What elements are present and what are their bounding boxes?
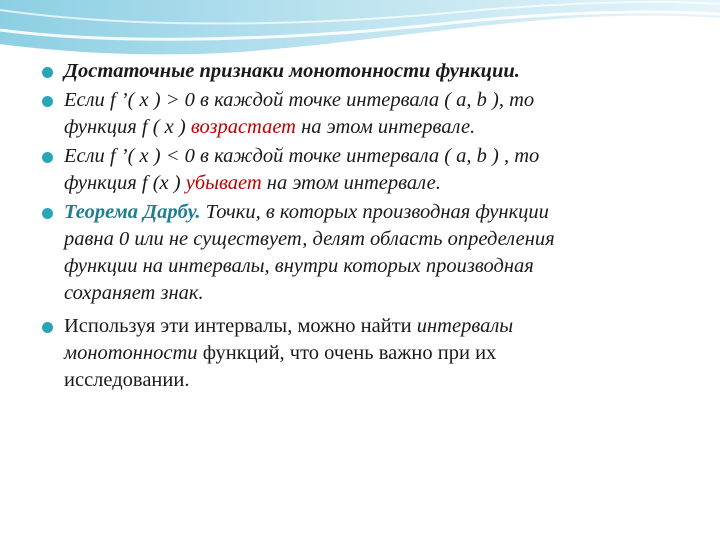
text-segment: на этом интервале. xyxy=(261,172,441,194)
text-segment: Точки, в которых производная функции xyxy=(200,201,549,223)
text-segment: на этом интервале. xyxy=(296,116,476,138)
bullet-icon xyxy=(42,208,53,219)
emphasis-text: интервалы xyxy=(416,315,514,337)
bullet-icon xyxy=(42,152,53,163)
highlight-decreasing: убывает xyxy=(180,172,262,194)
list-item xyxy=(42,58,682,85)
text-line: исследовании. xyxy=(64,369,190,391)
bullet-list xyxy=(42,58,682,396)
bullet-icon xyxy=(42,67,53,78)
text-segment: функция xyxy=(64,116,142,138)
formula: f ’( x ) > 0 xyxy=(109,89,195,111)
list-item xyxy=(42,143,682,197)
bullet-icon xyxy=(42,96,53,107)
list-item xyxy=(42,199,682,307)
text-segment: Используя эти интервалы, можно найти xyxy=(64,315,417,337)
text-line: сохраняет знак. xyxy=(64,282,204,304)
formula: f ( x ) xyxy=(141,116,186,138)
list-item xyxy=(42,313,682,394)
text-segment: функций, что очень важно при их xyxy=(197,342,497,364)
emphasis-text: монотонности xyxy=(64,342,198,364)
text-segment: в каждой точке интервала ( a, b ) , то xyxy=(194,145,540,167)
header-wave-decoration xyxy=(0,0,720,60)
highlight-increasing: возрастает xyxy=(185,116,296,138)
formula: f (x ) xyxy=(141,172,181,194)
formula: f ’( x ) < 0 xyxy=(109,145,195,167)
text-segment: Если xyxy=(64,145,110,167)
text-line: функции на интервалы, внутри которых производная xyxy=(64,255,534,277)
heading-text: Достаточные признаки монотонности функции. xyxy=(64,60,520,82)
text-segment: функция xyxy=(64,172,142,194)
theorem-term: Теорема Дарбу. xyxy=(64,201,201,223)
text-segment: Если xyxy=(64,89,110,111)
bullet-icon xyxy=(42,322,53,333)
list-item xyxy=(42,87,682,141)
text-segment: в каждой точке интервала ( a, b ), то xyxy=(194,89,535,111)
text-line: равна 0 или не существует, делят область определения xyxy=(64,228,555,250)
